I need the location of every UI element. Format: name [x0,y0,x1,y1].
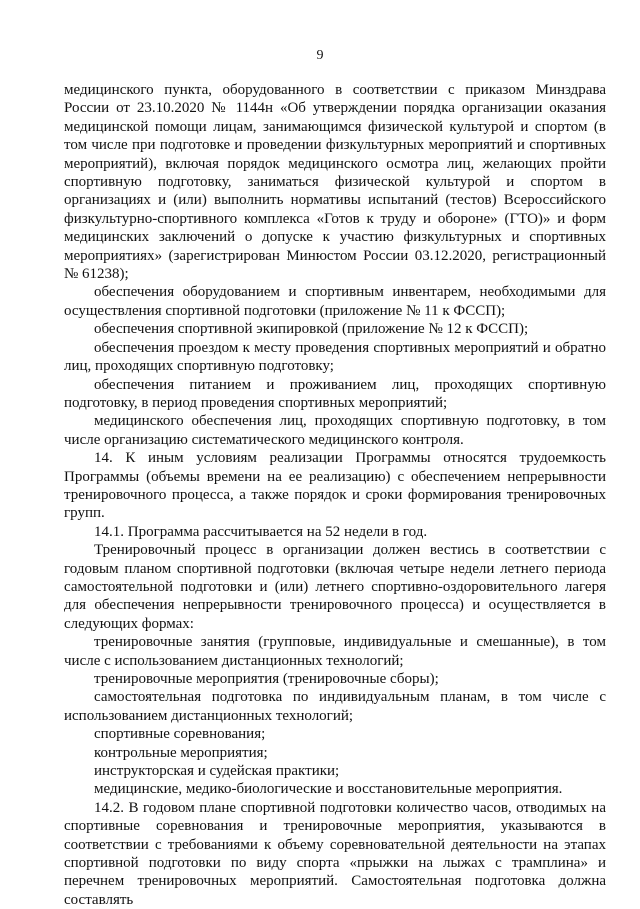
paragraph-5: обеспечения питанием и проживанием лиц, проходящих спортивную подготовку, в период проведения спортивных мероприятий; [64,376,606,411]
paragraph-10: тренировочные занятия (групповые, индивидуальные и смешанные), в том числе с использованием дистанционных технологий; [64,634,606,669]
paragraph-2: обеспечения оборудованием и спортивным инвентарем, необходимыми для осуществления спортивной подготовки (приложение № 11 к ФССП); [64,284,606,319]
paragraph-9: Тренировочный процесс в организации должен вестись в соответствии с годовым планом спортивной подготовки (включая четыре недели летнего периода самостоятельной подготовки и (или) летнего спортивно-оздоровительного лагеря для обеспечения непрерывности тренировочного процесса) и осуществляется в следующих формах: [64,542,606,632]
paragraph-3: обеспечения спортивной экипировкой (приложение № 12 к ФССП); [94,321,529,338]
page-number: 9 [316,48,324,63]
paragraph-16: медицинские, медико-биологические и восстановительные мероприятия. [94,781,563,798]
paragraph-17: 14.2. В годовом плане спортивной подготовки количество часов, отводимых на спортивные соревнования и тренировочные мероприятия, указываются в соответствии с требованиями к объему соревновательной деятельности на этапах спортивной подготовки по виду спорта «прыжки на лыжах с трамплина» и перечнем тренировочных мероприятий. Самостоятельная подготовка должна составлять [64,799,606,908]
paragraph-11: тренировочные мероприятия (тренировочные сборы); [94,671,439,687]
paragraph-15: инструкторская и судейская практики; [94,763,340,780]
paragraph-7: 14. К иным условиям реализации Программы относятся трудоемкость Программы (объемы времени на ее реализацию) с обеспечением непрерывности тренировочного процесса, а также порядок и сроки формирования тренировочных групп. [64,450,606,522]
paragraph-1: медицинского пункта, оборудованного в соответствии с приказом Минздрава России от 23.10.2020 № 1144н «Об утверждении порядка организации оказания медицинской помощи лицам, занимающимся физической культурой и спортом (в том числе при подготовке и проведении физкультурных мероприятий и спортивных мероприятий), включая порядок медицинского осмотра лиц, желающих пройти спортивную подготовку, заниматься физической культурой и спортом в организациях и (или) выполнить нормативы испытаний (тестов) Всероссийского физкультурно-спортивного комплекса «Готов к труду и обороне» (ГТО)» и форм медицинских заключений о допуске к участию физкультурных и спортивных мероприятиях» (зарегистрирован Минюстом России 03.12.2020, регистрационный № 61238); [64,82,606,283]
paragraph-8: 14.1. Программа рассчитывается на 52 недели в год. [94,523,428,540]
paragraph-13: спортивные соревнования; [94,726,266,743]
paragraph-6: медицинского обеспечения лиц, проходящих спортивную подготовку, в том числе организацию систематического медицинского контроля. [64,413,606,448]
paragraph-14: контрольные мероприятия; [94,744,268,761]
paragraph-12: самостоятельная подготовка по индивидуальным планам, в том числе с использованием дистанционных технологий; [64,689,606,724]
paragraph-4: обеспечения проездом к месту проведения спортивных мероприятий и обратно лиц, проходящих спортивную подготовку; [64,339,606,375]
document-body [64,81,606,909]
